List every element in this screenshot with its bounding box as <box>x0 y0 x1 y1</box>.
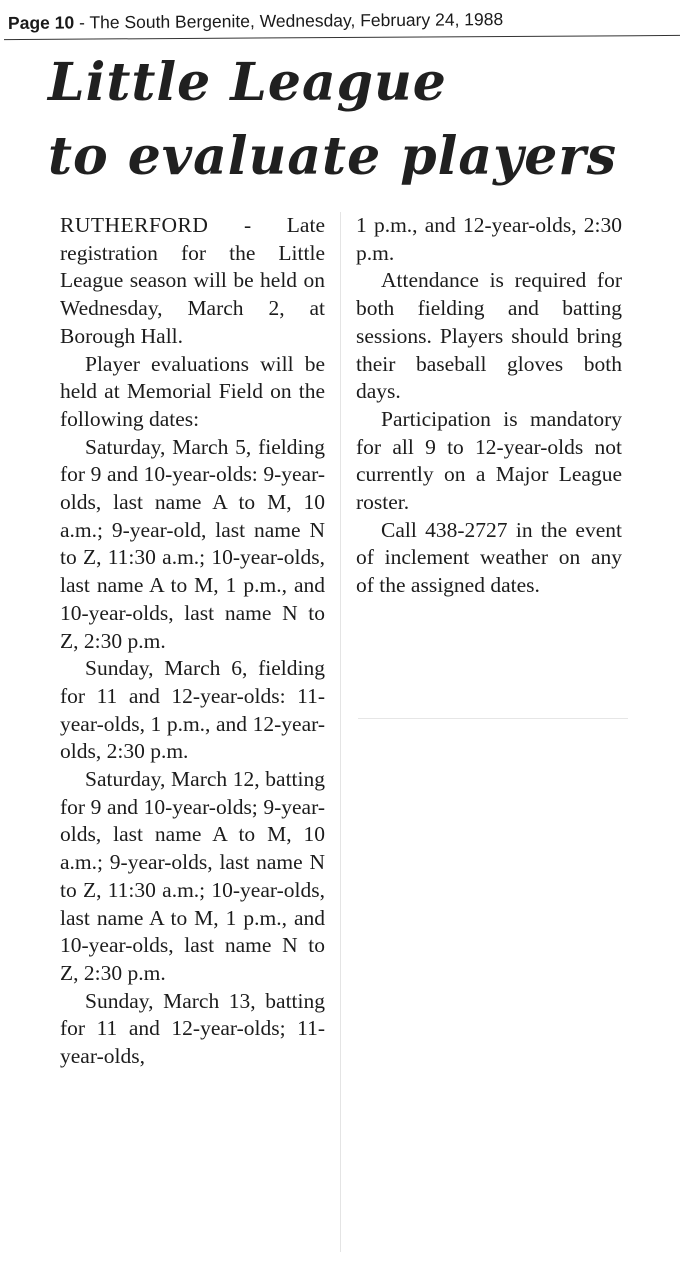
paragraph-march-6: Sunday, March 6, fielding for 11 and 12-year-olds: 11-year-olds, 1 p.m., and 12-year-olds, 2:30 p.m. <box>60 656 325 764</box>
lead-text: - Late registration for the Little League season will be held on Wednesday, March 2, at Borough Hall. <box>60 213 325 348</box>
paragraph-evaluations: Player evaluations will be held at Memorial Field on the following dates: <box>60 351 325 431</box>
paragraph-march-13: Sunday, March 13, batting for 11 and 12-year-olds; 11-year-olds, <box>60 988 325 1069</box>
paragraph-march-12: Saturday, March 12, batting for 9 and 10-year-olds; 9-year-olds, last name A to M, 10 a.m.; 9-year-olds, last name N to Z, 11:30 a.m.; 10-year-olds, last name A to M, 1 p.m., and 10-year-olds, last name N to Z, 2:30 p.m. <box>60 767 325 985</box>
page-header <box>8 5 680 36</box>
column-divider <box>340 212 341 1252</box>
dateline: RUTHERFORD <box>60 213 209 237</box>
article-column-left <box>60 212 325 1071</box>
paragraph-participation: Participation is mandatory for all 9 to 12-year-olds not currently on a Major League roster. <box>356 406 622 515</box>
headline-line-1: Little League <box>48 52 447 113</box>
lead-paragraph <box>60 212 325 351</box>
paragraph-march-5: Saturday, March 5, fielding for 9 and 10-year-olds: 9-year-olds, last name A to M, 10 a.m.; 9-year-old, last name N to Z, 11:30 a.m.; 10-year-olds, last name A to M, 1 p.m., and 10-year-olds, last name N to Z, 2:30 p.m. <box>60 434 325 653</box>
article-end-rule <box>358 718 628 719</box>
header-rule <box>4 35 680 40</box>
page-number: Page 10 <box>7 12 75 33</box>
paragraph-attendance: Attendance is required for both fielding and batting sessions. Players should bring their baseball gloves both days. <box>356 268 622 404</box>
headline <box>48 46 617 194</box>
article-column-right <box>356 212 622 600</box>
header-separator: - <box>74 12 90 33</box>
headline-line-2: to evaluate players <box>48 126 618 187</box>
publication-line: The South Bergenite, Wednesday, February 24, 1988 <box>89 9 504 33</box>
paragraph-continuation: 1 p.m., and 12-year-olds, 2:30 p.m. <box>356 213 622 265</box>
paragraph-weather: Call 438-2727 in the event of inclement weather on any of the assigned dates. <box>356 517 622 598</box>
